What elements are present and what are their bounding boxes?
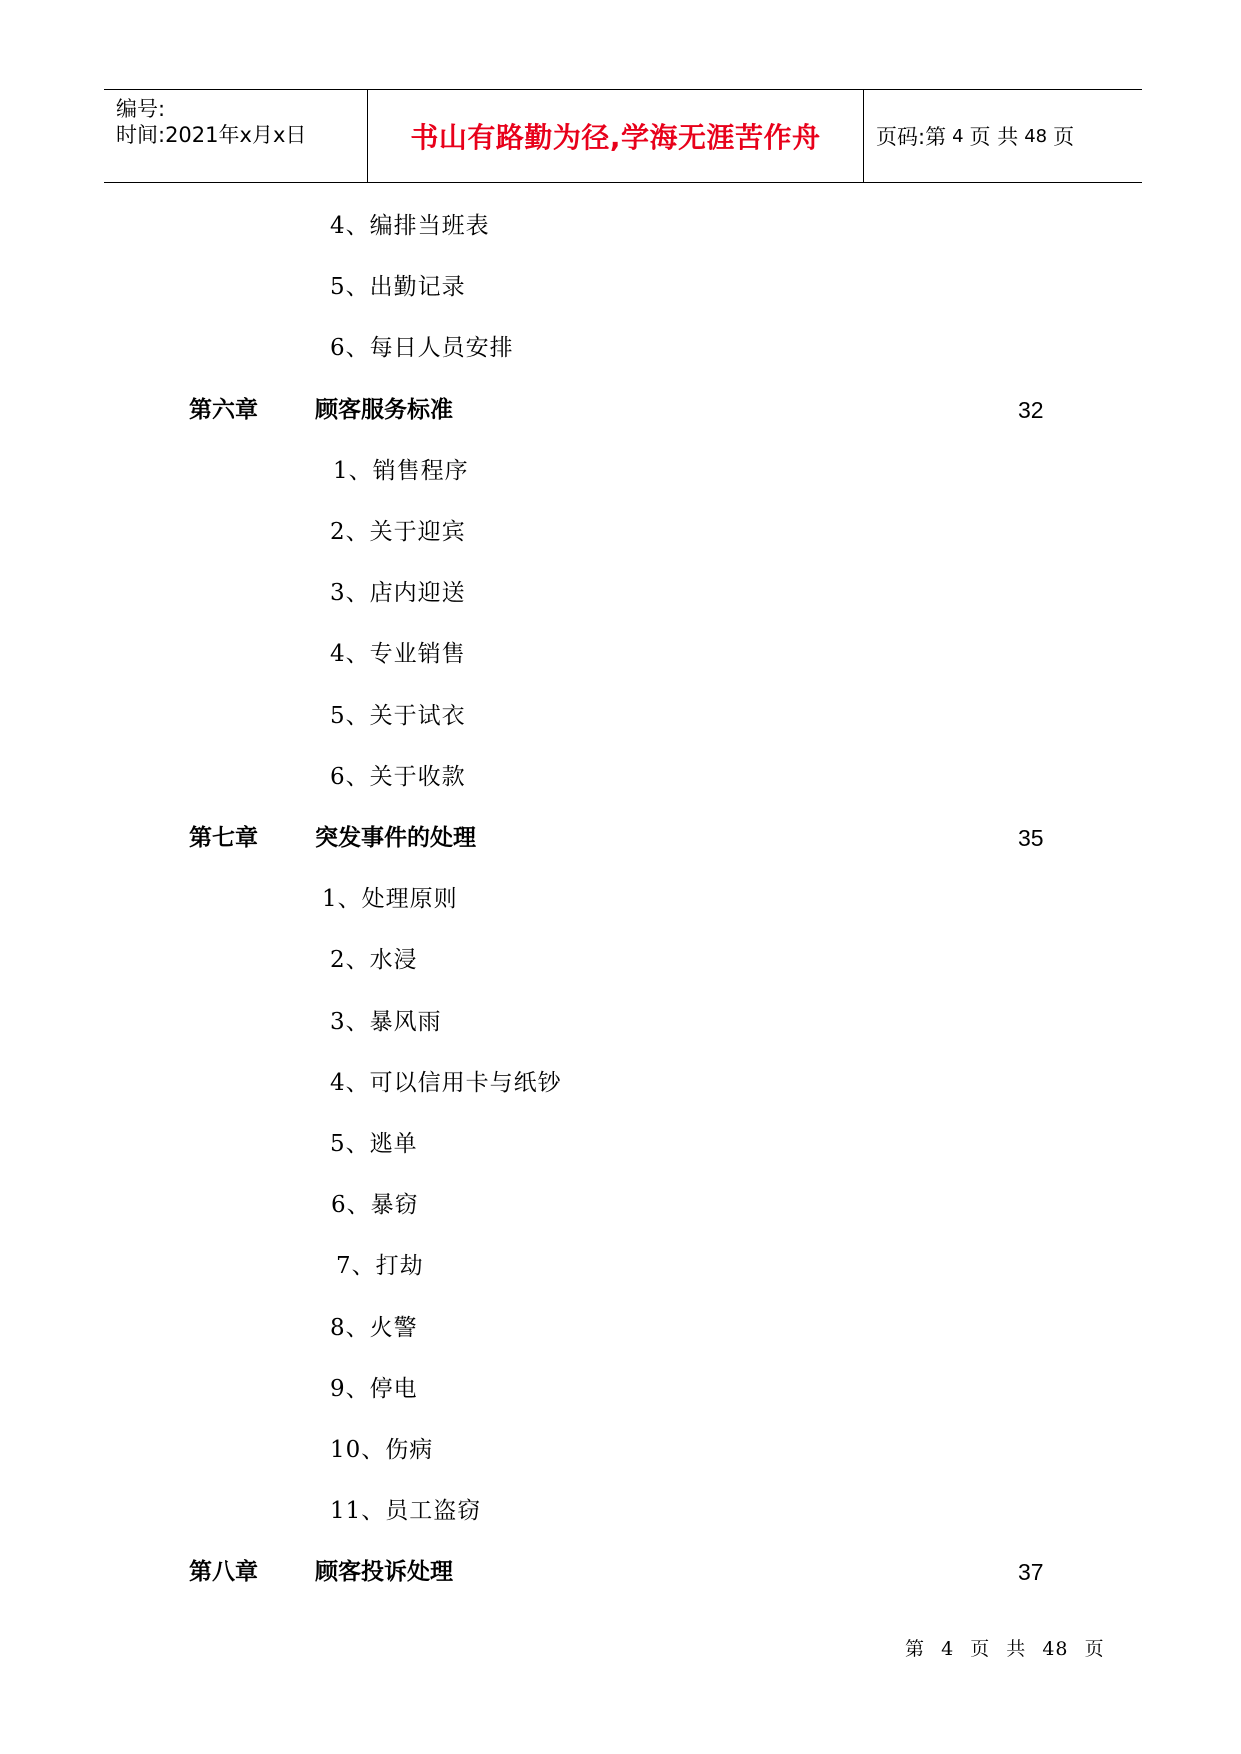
toc-item-row bbox=[0, 1065, 1241, 1101]
toc-item-row bbox=[0, 881, 1241, 917]
toc-item-row bbox=[0, 453, 1241, 489]
header-motto: 书山有路勤为径,学海无涯苦作舟 bbox=[368, 90, 864, 182]
header-page-prefix: 页码:第 bbox=[876, 125, 947, 149]
toc-item-text: 6、暴窃 bbox=[331, 1192, 419, 1219]
toc-item-row bbox=[0, 698, 1241, 734]
toc-item-text: 2、关于迎宾 bbox=[330, 519, 466, 545]
toc-item-text: 6、关于收款 bbox=[330, 763, 466, 790]
toc-item-text: 3、店内迎送 bbox=[330, 580, 466, 607]
toc-item-row bbox=[0, 1248, 1241, 1284]
header-info-cell bbox=[104, 90, 368, 182]
header-page-info bbox=[864, 90, 1142, 182]
page-footer bbox=[905, 1634, 1105, 1661]
footer-prefix: 第 bbox=[905, 1638, 926, 1660]
footer-page-total: 48 bbox=[1042, 1638, 1069, 1660]
toc-item-text: 6、每日人员安排 bbox=[330, 335, 514, 362]
toc-item-row bbox=[0, 1432, 1241, 1468]
chapter-page-number: 37 bbox=[1018, 1559, 1044, 1586]
toc-item-text: 8、火警 bbox=[330, 1314, 418, 1341]
toc-item-row bbox=[0, 1310, 1241, 1346]
header-page-suffix: 页 bbox=[1053, 125, 1075, 149]
toc-chapter-row bbox=[0, 392, 1241, 428]
toc-item-text: 5、出勤记录 bbox=[330, 274, 466, 301]
toc-item-text: 4、可以信用卡与纸钞 bbox=[330, 1069, 562, 1096]
toc-item-row bbox=[0, 942, 1241, 978]
chapter-number: 第六章 bbox=[189, 396, 258, 423]
toc-item-text: 4、编排当班表 bbox=[330, 213, 490, 239]
toc-item-row bbox=[0, 1004, 1241, 1040]
page-header bbox=[104, 89, 1142, 183]
toc-item-text: 7、打劫 bbox=[336, 1253, 424, 1280]
document-number-label: 编号: bbox=[116, 97, 166, 121]
header-page-current: 4 bbox=[952, 125, 964, 147]
toc-item-row bbox=[0, 759, 1241, 795]
toc-chapter-row bbox=[0, 820, 1241, 856]
document-date: 时间:2021年x月x日 bbox=[116, 123, 307, 147]
chapter-page-number: 32 bbox=[1018, 396, 1044, 423]
toc-item-text: 5、逃单 bbox=[330, 1131, 418, 1157]
footer-mid1: 页 bbox=[970, 1638, 991, 1660]
toc-item-row bbox=[0, 330, 1241, 366]
chapter-title: 突发事件的处理 bbox=[315, 825, 476, 851]
toc-item-text: 11、员工盗窃 bbox=[330, 1498, 482, 1525]
header-page-mid: 页 共 bbox=[969, 125, 1019, 149]
chapter-title: 顾客服务标准 bbox=[315, 396, 453, 423]
toc-item-text: 4、专业销售 bbox=[330, 641, 466, 668]
toc-item-row bbox=[0, 208, 1241, 244]
toc-item-text: 5、关于试衣 bbox=[330, 702, 466, 729]
chapter-page-number: 35 bbox=[1018, 825, 1044, 851]
toc-item-row bbox=[0, 1371, 1241, 1407]
chapter-title: 顾客投诉处理 bbox=[315, 1559, 453, 1586]
toc-chapter-row bbox=[0, 1554, 1241, 1590]
toc-item-row bbox=[0, 514, 1241, 550]
footer-suffix: 页 bbox=[1084, 1638, 1105, 1660]
chapter-number: 第八章 bbox=[189, 1559, 258, 1586]
toc-item-text: 1、销售程序 bbox=[333, 457, 469, 484]
toc-item-text: 2、水浸 bbox=[330, 947, 418, 974]
toc-item-row bbox=[0, 1493, 1241, 1529]
toc-item-text: 10、伤病 bbox=[330, 1437, 434, 1463]
footer-mid2: 共 bbox=[1006, 1638, 1027, 1660]
toc-item-row bbox=[0, 636, 1241, 672]
toc-item-text: 1、处理原则 bbox=[322, 886, 458, 913]
toc-item-text: 9、停电 bbox=[330, 1375, 418, 1402]
toc-item-row bbox=[0, 1126, 1241, 1162]
chapter-number: 第七章 bbox=[189, 825, 258, 851]
toc-item-row bbox=[0, 575, 1241, 611]
footer-page-current: 4 bbox=[941, 1638, 955, 1660]
toc-item-text: 3、暴风雨 bbox=[330, 1008, 442, 1035]
toc-item-row bbox=[0, 1187, 1241, 1223]
header-page-total: 48 bbox=[1024, 125, 1048, 147]
toc-item-row bbox=[0, 269, 1241, 305]
